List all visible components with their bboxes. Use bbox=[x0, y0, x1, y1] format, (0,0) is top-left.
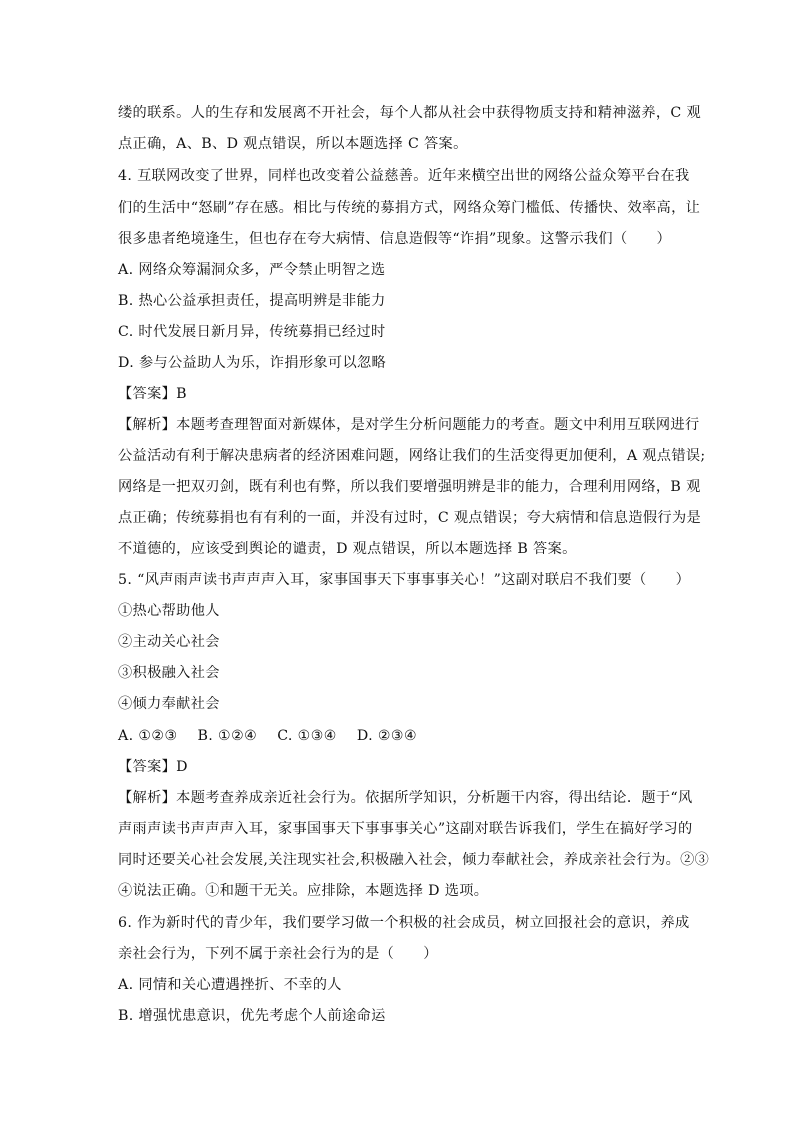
q4-analysis-line: 【解析】本题考查理智面对新媒体，是对学生分析问题能力的考查。题文中利用互联网进行 bbox=[118, 417, 700, 433]
q5-choice-d: D. ②③④ bbox=[356, 728, 418, 744]
continuation-line: 缕的联系。人的生存和发展离不开社会，每个人都从社会中获得物质支持和精神滋养，C 观 bbox=[118, 105, 702, 121]
q4-option-c: C. 时代发展日新月异，传统募捐已经过时 bbox=[118, 324, 386, 340]
q5-choice-b: B. ①②④ bbox=[197, 728, 258, 744]
q5-stem: 5. “风声雨声读书声声声入耳，家事国事天下事事事关心！”这副对联启不我们要（ ） bbox=[118, 572, 691, 588]
q5-choice-a: A. ①②③ bbox=[118, 728, 178, 744]
q4-option-d: D. 参与公益助人为乐，诈捐形象可以忽略 bbox=[118, 355, 387, 371]
q4-stem-line: 4. 互联网改变了世界，同样也改变着公益慈善。近年来横空出世的网络公益众筹平台在我 bbox=[118, 168, 690, 184]
q5-item-1: ①热心帮助他人 bbox=[118, 603, 220, 619]
q4-option-b: B. 热心公益承担责任，提高明辨是非能力 bbox=[118, 293, 386, 309]
q5-analysis-line: 同时还要关心社会发展,关注现实社会,积极融入社会，倾力奉献社会，养成亲社会行为。②③ bbox=[118, 852, 710, 868]
q4-stem-line: 们的生活中“怒刷”存在感。相比与传统的募捐方式，网络众筹门槛低、传播快、效率高，让 bbox=[118, 200, 701, 216]
q5-analysis-line: ④说法正确。①和题干无关。应排除，本题选择 D 选项。 bbox=[118, 883, 489, 899]
q4-analysis-line: 不道德的，应该受到舆论的谴责，D 观点错误，所以本题选择 B 答案。 bbox=[118, 541, 577, 557]
q5-analysis-line: 声雨声读书声声声入耳，家事国事天下事事事关心”这副对联告诉我们，学生在搞好学习的 bbox=[118, 821, 693, 837]
q4-answer: 【答案】B bbox=[118, 386, 187, 402]
q5-answer: 【答案】D bbox=[118, 759, 188, 775]
q4-stem-line: 很多患者绝境逢生，但也存在夸大病情、信息造假等“诈捐”现象。这警示我们（ ） bbox=[118, 231, 672, 247]
q6-option-b: B. 增强忧患意识，优先考虑个人前途命运 bbox=[118, 1008, 386, 1024]
q5-item-2: ②主动关心社会 bbox=[118, 634, 220, 650]
q5-choice-c: C. ①③④ bbox=[277, 728, 337, 744]
q6-option-a: A. 同情和关心遭遇挫折、不幸的人 bbox=[118, 977, 342, 993]
q4-option-a: A. 网络众筹漏洞众多，严令禁止明智之选 bbox=[118, 262, 386, 278]
continuation-line: 点正确，A、B、D 观点错误，所以本题选择 C 答案。 bbox=[118, 136, 468, 152]
q4-analysis-line: 网络是一把双刃剑，既有利也有弊，所以我们要增强明辨是非的能力，合理利用网络，B 观 bbox=[118, 479, 701, 495]
q5-analysis-line: 【解析】本题考查养成亲近社会行为。依据所学知识，分析题干内容，得出结论．题于“风 bbox=[118, 790, 693, 806]
q5-item-3: ③积极融入社会 bbox=[118, 665, 220, 681]
q6-stem-line: 亲社会行为，下列不属于亲社会行为的是（ ） bbox=[118, 946, 438, 962]
q6-stem-line: 6. 作为新时代的青少年，我们要学习做一个积极的社会成员，树立回报社会的意识，养成 bbox=[118, 915, 690, 931]
q4-analysis-line: 点正确；传统募捐也有有利的一面，并没有过时，C 观点错误；夸大病情和信息造假行为是 bbox=[118, 510, 702, 526]
q5-choices bbox=[118, 726, 678, 746]
q4-analysis-line: 公益活动有利于解决患病者的经济困难问题，网络让我们的生活变得更加便利，A 观点错误; bbox=[118, 448, 706, 464]
q5-item-4: ④倾力奉献社会 bbox=[118, 696, 220, 712]
